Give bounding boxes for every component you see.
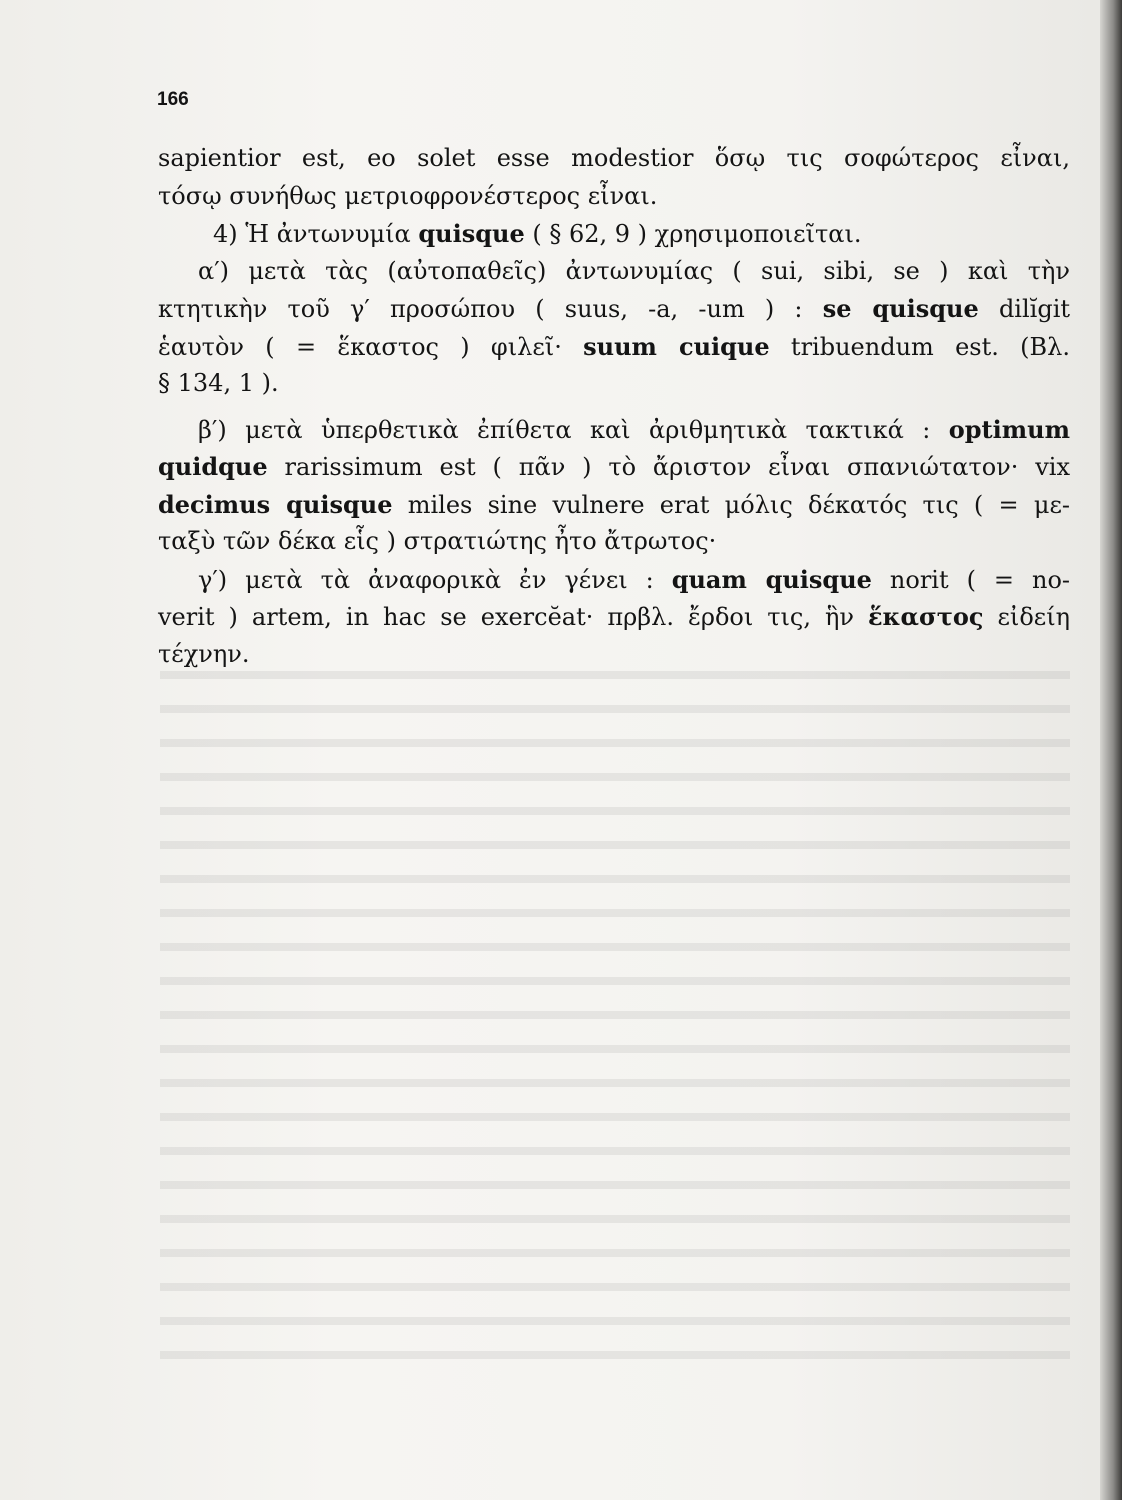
bold-term: quidque — [158, 452, 268, 481]
body-text — [158, 140, 1070, 673]
text-line — [158, 253, 1070, 291]
text-run: γ′) μετὰ τὰ ἀναφορικὰ ἐν γένει : — [198, 565, 672, 594]
text-run: β′) μετὰ ὑπερθετικὰ ἐπίθετα καὶ ἀριθμητικὰ τακτικά : — [198, 415, 949, 444]
text-run: ταξὺ τῶν δέκα εἷς ) στρατιώτης ἦτο ἄτρωτος· — [158, 527, 717, 555]
text-line — [158, 140, 1070, 178]
text-line — [158, 598, 1070, 636]
text-line — [158, 290, 1070, 328]
bold-term: quam quisque — [671, 564, 872, 594]
page-edge — [1100, 0, 1122, 1500]
bold-term: decimus quisque — [158, 489, 393, 519]
bold-term: quisque — [418, 219, 525, 248]
page-number: 166 — [157, 89, 189, 110]
bold-term: suum cuique — [583, 331, 770, 361]
text-run: tribuendum est. (Βλ. — [769, 332, 1071, 361]
text-run: dilĭgit — [978, 295, 1071, 323]
text-run: α′) μετὰ τὰς (αὐτοπαθεῖς) ἀντωνυμίας ( sui, sibi, se ) καὶ τὴν — [198, 256, 1070, 285]
bold-term: optimum — [948, 414, 1070, 444]
text-run: εἰδείη — [983, 603, 1070, 631]
text-line — [158, 636, 1070, 674]
text-line — [158, 178, 1070, 216]
text-line — [158, 365, 1070, 403]
text-line — [158, 561, 1070, 599]
bold-term: se quisque — [822, 294, 979, 323]
text-run: norit ( = no- — [871, 565, 1071, 594]
text-line — [158, 486, 1070, 524]
text-line — [158, 448, 1070, 486]
text-run: ( § 62, 9 ) χρησιμοποιεῖται. — [524, 220, 862, 248]
text-run: § 134, 1 ). — [158, 369, 279, 397]
text-run: verit ) artem, in hac se exercĕat· πρβλ. ἔρδοι τις, ἣν — [158, 603, 868, 631]
text-run: miles sine vulnere erat μόλις δέκατός τις ( = με- — [392, 490, 1070, 519]
bold-term: ἕκαστος — [867, 602, 984, 631]
text-run: κτητικὴν τοῦ γ′ προσώπου ( suus, -a, -um ) : — [158, 295, 823, 323]
text-line — [158, 523, 1070, 561]
text-run: 4) Ἡ ἀντωνυμία — [213, 220, 419, 248]
bleed-through-text — [160, 655, 1070, 1375]
text-run: ἑαυτὸν ( = ἕκαστος ) φιλεῖ· — [158, 332, 584, 361]
text-line — [158, 328, 1070, 366]
text-line — [158, 215, 1070, 253]
text-run: sapientior est, eo solet esse modestior ὅσῳ τις σοφώτερος εἶναι, — [158, 144, 1070, 172]
text-run: τέχνην. — [158, 639, 250, 668]
text-line — [158, 411, 1070, 449]
text-run: τόσῳ συνήθως μετριοφρονέστερος εἶναι. — [158, 181, 658, 210]
text-run: rarissimum est ( πᾶν ) τὸ ἄριστον εἶναι σπανιώτατον· vix — [267, 453, 1070, 481]
